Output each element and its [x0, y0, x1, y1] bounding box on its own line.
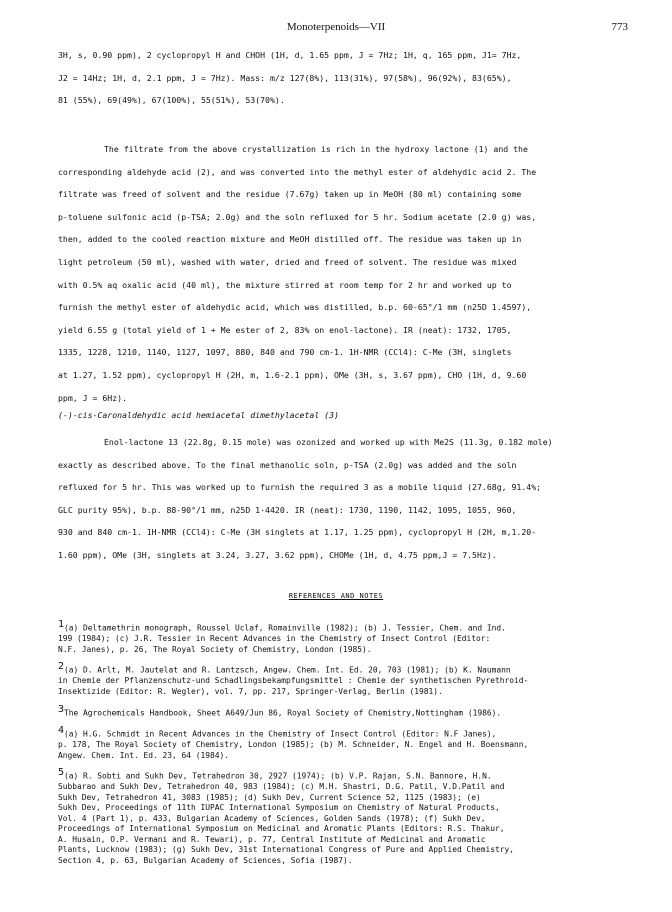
reference-2 — [58, 662, 628, 697]
references-heading: REFERENCES AND NOTES — [288, 592, 384, 600]
reference-number: 1 — [58, 619, 65, 630]
running-header: Monoterpenoids—VII — [286, 21, 386, 33]
methyl-ester-procedure-paragraph: The filtrate from the above crystallization is rich in the hydroxy lactone (1) and the corresponding aldehyde acid (2), and was converted into the methyl ester of aldehydic acid 2. The filtrate was freed of solvent and the residue (7.67g) taken up in MeOH (80 ml) containing some p-toluene sulfonic acid (p-TSA; 2.0g) and the soln refluxed for 5 hr. Sodium acetate (2.0 g) was, then, added to the cooled reaction mixture and MeOH distilled off. The residue was taken up in light petroleum (50 ml), washed with water, dried and freed of solvent. The residue was mixed with 0.5% aq oxalic acid (40 ml), the mixture stirred at room temp for 2 hr and worked up to furnish the methyl ester of aldehydic acid, which was distilled, b.p. 60-65°/1 mm (n25D 1.4597), yield 6.55 g (total yield of 1 + Me ester of 2, 83% on enol-lactone). IR (neat): 1732, 1705, 1335, 1228, 1210, 1140, 1127, 1097, 880, 840 and 790 cm-1. 1H-NMR (CCl4): C-Me (3H, singlets at 1.27, 1.52 ppm), cyclopropyl H (2H, m, 1.6-2.1 ppm), OMe (3H, s, 3.67 ppm), CHO (1H, d, 9.60 ppm, J = 6Hz). — [58, 144, 537, 403]
hemiacetal-procedure-paragraph: Enol-lactone 13 (22.8g, 0.15 mole) was ozonized and worked up with Me2S (11.3g, 0.182 mole) exactly as described above. To the final methanolic soln, p-TSA (2.0g) was added and the soln refluxed for 5 hr. This was worked up to furnish the required 3 as a mobile liquid (27.68g, 91.4%; GLC purity 95%), b.p. 88-90°/1 mm, n25D 1·4420. IR (neat): 1730, 1190, 1142, 1095, 1055, 960, 930 and 840 cm-1. 1H-NMR (CCl4): C-Me (3H singlets at 1.17, 1.25 ppm), cyclopropyl H (2H, m,1.20- 1.60 ppm), OMe (3H, singlets at 3.24, 3.27, 3.62 ppm), CHOMe (1H, d, 4.75 ppm,J = 7.5Hz). — [58, 437, 553, 560]
reference-text: (a) H.G. Schmidt in Recent Advances in the Chemistry of Insect Control (Editor: N.F Janes), p. 178, The Royal Society of Chemistry, London (1985); (b) M. Schneider, N. Engel and H. Boensmann, Angew. Chem. Int. Ed. 23, 64 (1984). — [58, 729, 529, 760]
page-number: 773 — [611, 21, 628, 33]
reference-5 — [58, 768, 628, 866]
reference-number: 2 — [58, 661, 65, 672]
reference-text: (a) R. Sobti and Sukh Dev, Tetrahedron 30, 2927 (1974); (b) V.P. Rajan, S.N. Bannore, H.N. Subbarao and Sukh Dev, Tetrahedron 40, 983 (1984); (c) M.H. Shastri, D.G. Patil, V.D.Patil and Sukh Dev, Tetrahedron 41, 3083 (1985); (d) Sukh Dev, Current Science 52, 1125 (1983); (e) Sukh Dev, Proceedings of 11th IUPAC International Symposium on Chemistry of Natural Products, Vol. 4 (Part 1), p. 433, Bulgarian Academy of Sciences, Golden Sands (1978); (f) Sukh Dev, Proceedings of International Symposium on Medicinal and Aromatic Plants (Editors: R.S. Thakur, A. Husain, O.P. Vermani and R. Tewari), p. 77, Central Institute of Medicinal and Aromatic Plants, Lucknow (1983); (g) Sukh Dev, 31st International Congress of Pure and Applied Chemistry, Section 4, p. 63, Bulgarian Academy of Sciences, Sofia (1987). — [58, 771, 515, 865]
spectral-data-continuation: 3H, s, 0.90 ppm), 2 cyclopropyl H and CHOH (1H, d, 1.65 ppm, J = 7Hz; 1H, q, 165 ppm, J1= 7Hz, J2 = 14Hz; 1H, d, 2.1 ppm, J = 7Hz). Mass: m/z 127(8%), 113(31%), 97(58%), 96(92%), 83(65%), 81 (55%), 69(49%), 67(100%), 55(51%), 53(70%). — [58, 50, 522, 106]
reference-text: (a) D. Arlt, M. Jautelat and R. Lantzsch, Angew. Chem. Int. Ed. 20, 703 (1981); (b) K. Naumann in Chemie der Pflanzenschutz-und Schadlingsbekampfungsmittel : Chemie der synthetischen Pyrethroid- Insektizide (Editor: R. Wegler), vol. 7, pp. 217, Springer-Verlag, Berlin (1981). — [58, 665, 529, 696]
reference-text: The Agrochemicals Handbook, Sheet A649/Jun 86, Royal Society of Chemistry,Nottingham (1986). — [64, 708, 502, 718]
reference-text: (a) Deltamethrin monograph, Roussel Uclaf, Romainville (1982); (b) J. Tessier, Chem. and Ind. 199 (1984); (c) J.R. Tessier in Recent Advances in the Chemistry of Insect Control (Editor: N.F. Janes), p. 26, The Royal Society of Chemistry, London (1985). — [58, 623, 506, 654]
reference-number: 5 — [58, 767, 65, 778]
reference-number: 3 — [58, 704, 65, 715]
reference-number: 4 — [58, 725, 65, 736]
section-heading: (-)-cis-Caronaldehydic acid hemiacetal dimethylacetal (3) — [58, 410, 339, 420]
reference-3 — [58, 705, 628, 719]
reference-4 — [58, 726, 628, 761]
reference-1 — [58, 620, 628, 655]
